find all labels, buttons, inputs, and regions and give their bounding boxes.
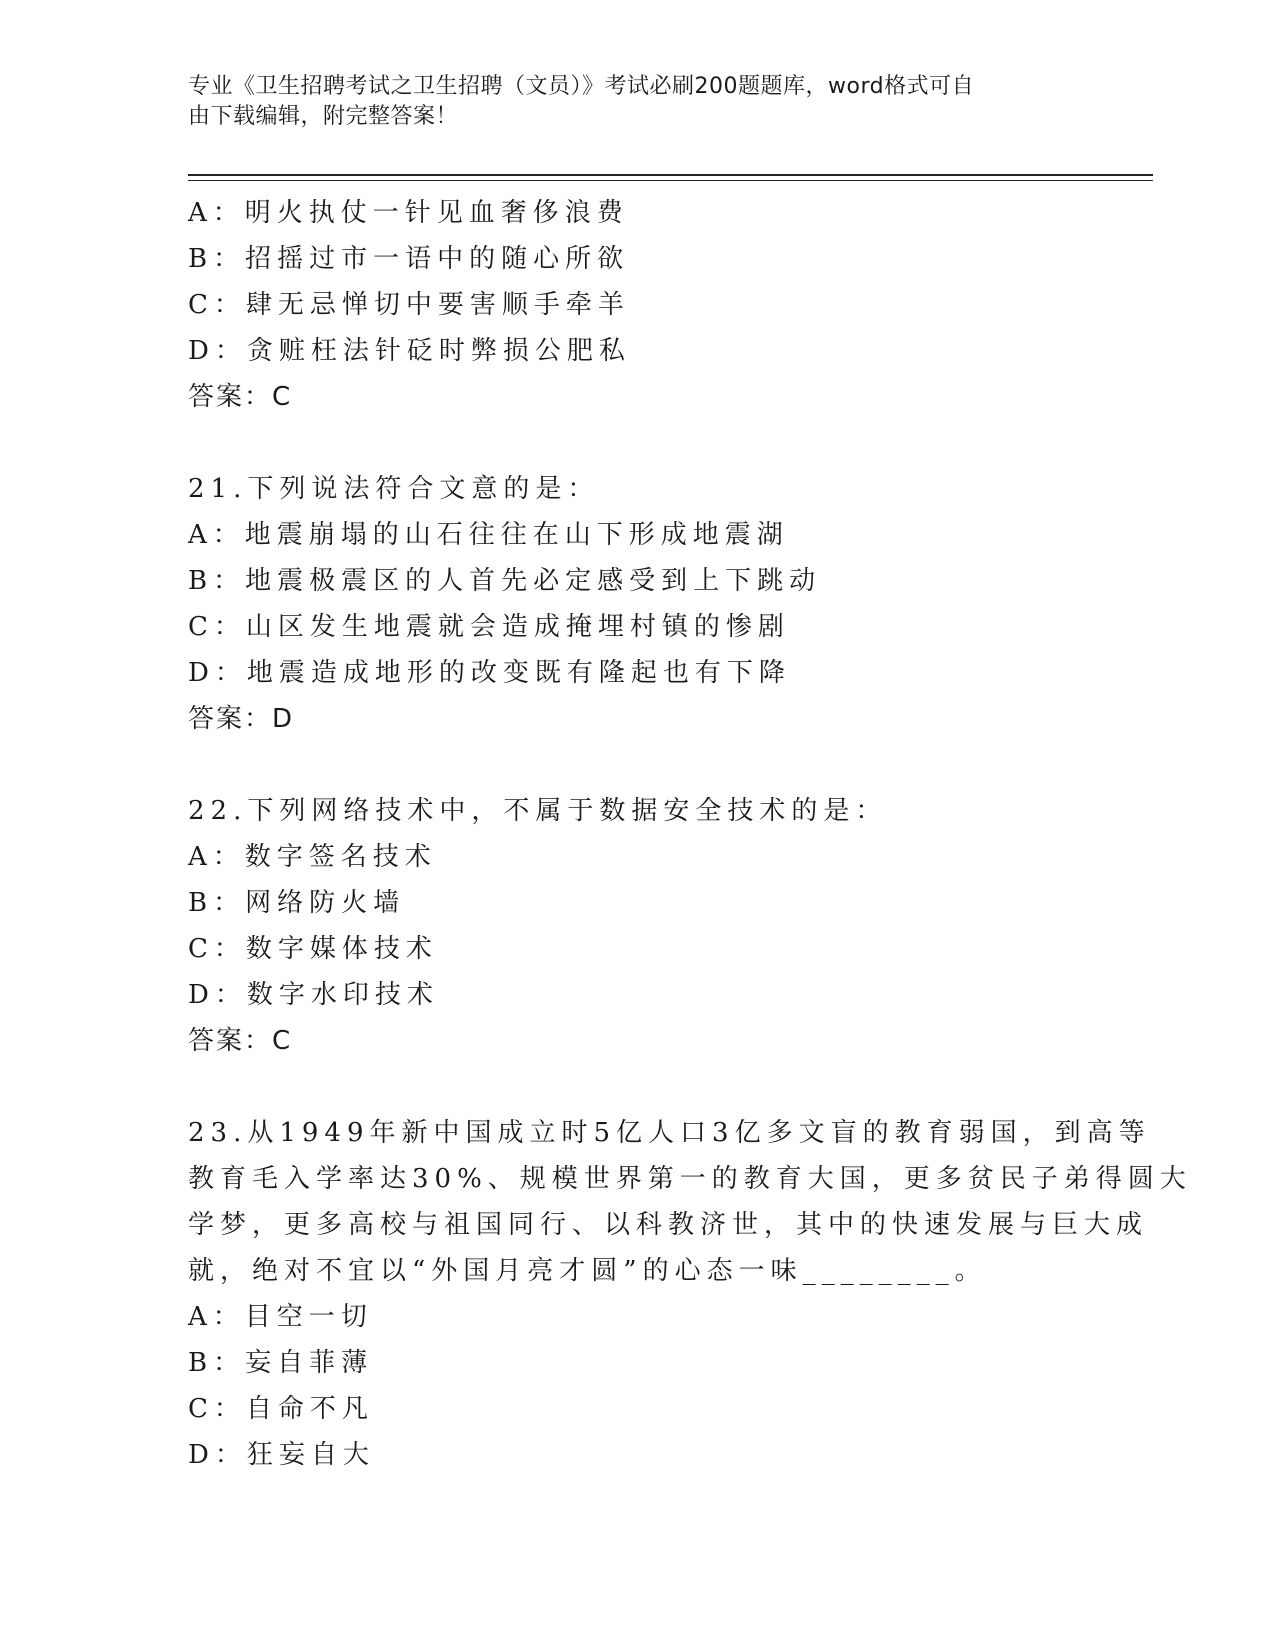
- question-stem: 22.下列网络技术中，不属于数据安全技术的是：: [188, 796, 888, 826]
- spacer: [188, 742, 1088, 788]
- question-list: [188, 190, 1192, 1478]
- option-b: B：妄自菲薄: [188, 1348, 374, 1378]
- answer-line: 答案：C: [188, 1026, 293, 1056]
- option-d: D：贪赃枉法针砭时弊损公肥私: [188, 336, 631, 366]
- question-stem-line-3: 学梦，更多高校与祖国同行、以科教济世，其中的快速发展与巨大成: [188, 1210, 1149, 1240]
- question-block-23: [188, 1110, 1192, 1478]
- option-a: A：明火执仗一针见血奢侈浪费: [188, 198, 629, 228]
- option-c: C：肆无忌惮切中要害顺手牵羊: [188, 290, 630, 320]
- spacer: [188, 420, 1088, 466]
- question-stem-line-1: 23.从1949年新中国成立时5亿人口3亿多文盲的教育弱国，到高等: [188, 1118, 1151, 1148]
- option-d: D：地震造成地形的改变既有隆起也有下降: [188, 658, 791, 688]
- header-line-1: 专业《卫生招聘考试之卫生招聘（文员）》考试必刷200题题库，word格式可自: [188, 74, 975, 99]
- header-divider-thick: [188, 174, 1153, 176]
- document-header: [188, 72, 1068, 132]
- question-block-21: [188, 466, 1088, 742]
- option-c: C：山区发生地震就会造成掩埋村镇的惨剧: [188, 612, 790, 642]
- answer-line: 答案：D: [188, 704, 295, 734]
- question-block-prev: [188, 190, 1088, 420]
- spacer: [188, 1064, 1088, 1110]
- option-a: A：数字签名技术: [188, 842, 437, 872]
- option-d: D：数字水印技术: [188, 980, 439, 1010]
- option-a: A：目空一切: [188, 1302, 373, 1332]
- option-d: D：狂妄自大: [188, 1440, 375, 1470]
- option-b: B：招摇过市一语中的随心所欲: [188, 244, 630, 274]
- answer-line: 答案：C: [188, 382, 293, 412]
- option-c: C：数字媒体技术: [188, 934, 438, 964]
- option-c: C：自命不凡: [188, 1394, 374, 1424]
- header-line-2: 由下载编辑，附完整答案！: [188, 104, 459, 129]
- option-a: A：地震崩塌的山石往往在山下形成地震湖: [188, 520, 789, 550]
- question-stem: 21.下列说法符合文意的是：: [188, 474, 600, 504]
- option-b: B：地震极震区的人首先必定感受到上下跳动: [188, 566, 822, 596]
- option-b: B：网络防火墙: [188, 888, 406, 918]
- header-divider-thin: [188, 180, 1153, 181]
- question-stem-line-2: 教育毛入学率达30%、规模世界第一的教育大国，更多贫民子弟得圆大: [188, 1164, 1192, 1194]
- question-stem-line-4: 就，绝对不宜以“外国月亮才圆”的心态一味________。: [188, 1256, 987, 1286]
- question-block-22: [188, 788, 1088, 1064]
